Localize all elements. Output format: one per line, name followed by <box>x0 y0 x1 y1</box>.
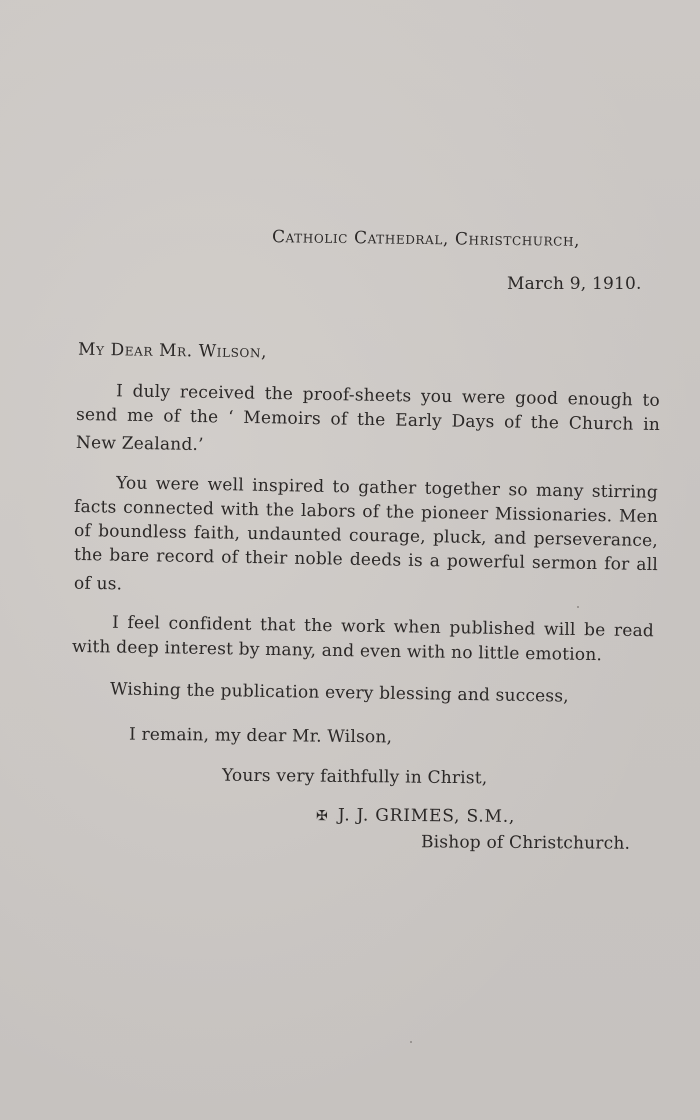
paragraph-2-line-4: the bare record of their noble deeds is a powerful sermon for all <box>73 544 659 576</box>
letter-closing-yours: Yours very faithfully in Christ, <box>221 765 488 789</box>
paragraph-4-line-1: Wishing the publication every blessing and success, <box>109 679 569 707</box>
letter-salutation: My Dear Mr. Wilson, <box>77 339 268 363</box>
paragraph-1-line-3: New Zealand.’ <box>75 432 204 456</box>
letter-date: March 9, 1910. <box>507 274 642 294</box>
paragraph-1-line-1: I duly received the proof-sheets you were good enough to <box>115 381 661 411</box>
letter-closing-remain: I remain, my dear Mr. Wilson, <box>128 724 393 748</box>
paragraph-3-line-1: I feel confident that the work when published will be read <box>111 612 655 642</box>
paragraph-2-line-1: You were well inspired to gather together so many stirring <box>115 473 659 503</box>
cross-icon: ✠ <box>315 808 329 825</box>
letter-address: Catholic Cathedral, Christchurch, <box>271 227 581 251</box>
paragraph-1-line-2: send me of the ‘ Memoirs of the Early Days of the Church in <box>75 404 661 436</box>
paper-speck <box>410 1041 412 1043</box>
signature-title: Bishop of Christchurch. <box>420 832 631 854</box>
paragraph-3-line-2: with deep interest by many, and even with no little emotion. <box>71 636 603 666</box>
paper-speck <box>577 606 579 608</box>
paragraph-2-line-5: of us. <box>73 573 123 595</box>
paragraph-2-line-2: facts connected with the labors of the pioneer Missionaries. Men <box>73 496 659 528</box>
signature-block <box>316 805 515 828</box>
signature-name: J. J. GRIMES, S.M., <box>337 805 516 827</box>
paragraph-2-line-3: of boundless faith, undaunted courage, pluck, and perseverance, <box>73 520 659 552</box>
